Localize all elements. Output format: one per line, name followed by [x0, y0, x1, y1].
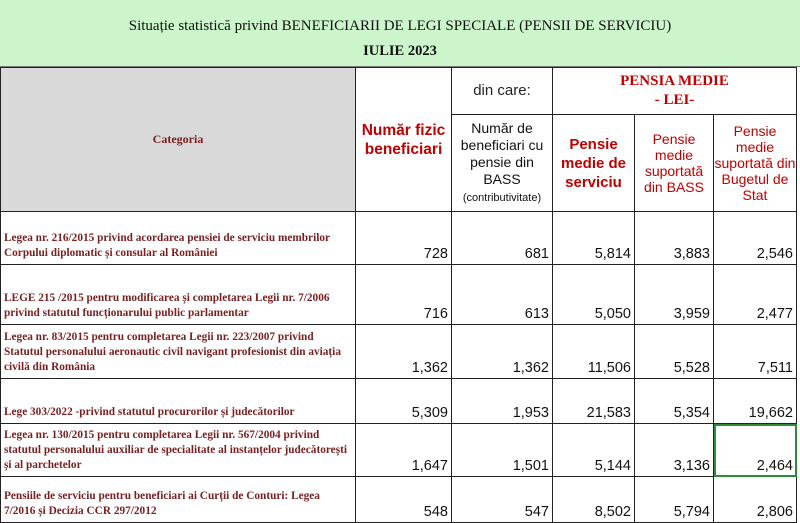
table-row: [1, 424, 797, 477]
avg-state-cell[interactable]: 2,546: [714, 212, 797, 265]
avg-state-cell[interactable]: 7,511: [714, 325, 797, 379]
bass-count-cell[interactable]: 1,362: [452, 325, 553, 379]
report-period: IULIE 2023: [363, 43, 437, 59]
report-title: Situație statistică privind BENEFICIARII DE LEGI SPECIALE (PENSII DE SERVICIU): [128, 18, 672, 34]
category-cell[interactable]: Pensiile de serviciu pentru beneficiari ai Curții de Conturi: Legea 7/2016 și Decizia CCR 297/2012: [1, 477, 356, 523]
bass-beneficiaries-label: Număr de beneficiari cu pensie din BASS: [460, 119, 544, 187]
avg-service-cell[interactable]: 8,502: [553, 477, 635, 523]
avg-service-cell[interactable]: 21,583: [553, 379, 635, 424]
table-row: [1, 265, 797, 325]
avg-from-state-budget-header[interactable]: Pensie medie suportată din Bugetul de Stat: [714, 115, 797, 212]
total-cell[interactable]: 728: [356, 212, 452, 265]
bass-beneficiaries-header[interactable]: [452, 115, 553, 212]
of-which-header[interactable]: [452, 68, 553, 115]
statistics-table: [0, 67, 797, 523]
table-row: [1, 325, 797, 379]
avg-pension-header[interactable]: [553, 68, 797, 115]
of-which-label: din care:: [473, 82, 531, 99]
category-cell[interactable]: Legea nr. 130/2015 pentru completarea Legii nr. 567/2004 privind statutul personalului auxiliar de specialitate al instanțelor judecătorești și al parchetelor: [1, 424, 356, 477]
avg-service-pension-header[interactable]: Pensie medie de serviciu: [553, 115, 635, 212]
category-cell[interactable]: Lege 303/2022 -privind statutul procurorilor și judecătorilor: [1, 379, 356, 424]
bass-note: (contributivitate): [462, 191, 542, 204]
total-cell[interactable]: 5,309: [356, 379, 452, 424]
avg-service-cell[interactable]: 11,506: [553, 325, 635, 379]
header-row: [1, 68, 797, 115]
avg-bass-cell[interactable]: 3,959: [635, 265, 714, 325]
total-cell[interactable]: 548: [356, 477, 452, 523]
avg-from-bass-header[interactable]: Pensie medie suportată din BASS: [635, 115, 714, 212]
bass-count-cell[interactable]: 613: [452, 265, 553, 325]
avg-bass-cell[interactable]: 5,794: [635, 477, 714, 523]
bass-count-cell[interactable]: 1,501: [452, 424, 553, 477]
category-header[interactable]: Categoria: [1, 68, 356, 212]
bass-count-cell[interactable]: 547: [452, 477, 553, 523]
avg-state-cell[interactable]: 2,806: [714, 477, 797, 523]
table-row: [1, 379, 797, 424]
avg-bass-cell[interactable]: 3,883: [635, 212, 714, 265]
avg-state-cell[interactable]: 19,662: [714, 379, 797, 424]
avg-bass-cell[interactable]: 3,136: [635, 424, 714, 477]
category-cell[interactable]: Legea nr. 216/2015 privind acordarea pensiei de serviciu membrilor Corpului diplomatic și consular al României: [1, 212, 356, 265]
avg-state-cell[interactable]: 2,477: [714, 265, 797, 325]
avg-state-cell-selected[interactable]: 2,464: [714, 424, 797, 477]
title-band: [0, 0, 800, 67]
bass-count-cell[interactable]: 681: [452, 212, 553, 265]
total-cell[interactable]: 1,362: [356, 325, 452, 379]
avg-service-cell[interactable]: 5,144: [553, 424, 635, 477]
bass-count-cell[interactable]: 1,953: [452, 379, 553, 424]
avg-pension-unit: - LEI-: [654, 92, 695, 108]
avg-bass-cell[interactable]: 5,528: [635, 325, 714, 379]
avg-service-cell[interactable]: 5,814: [553, 212, 635, 265]
avg-bass-cell[interactable]: 5,354: [635, 379, 714, 424]
category-cell[interactable]: Legea nr. 83/2015 pentru completarea Legii nr. 223/2007 privind Statutul personalului aeronautic civil navigant profesionist din aviația civilă din România: [1, 325, 356, 379]
total-cell[interactable]: 716: [356, 265, 452, 325]
table-row: [1, 477, 797, 523]
avg-pension-title: PENSIA MEDIE: [620, 73, 729, 89]
table-row: [1, 212, 797, 265]
total-cell[interactable]: 1,647: [356, 424, 452, 477]
avg-service-cell[interactable]: 5,050: [553, 265, 635, 325]
category-cell[interactable]: LEGE 215 /2015 pentru modificarea și completarea Legii nr. 7/2006 privind statutul funcționarului public parlamentar: [1, 265, 356, 325]
total-beneficiaries-header[interactable]: Număr fizic beneficiari: [356, 68, 452, 212]
